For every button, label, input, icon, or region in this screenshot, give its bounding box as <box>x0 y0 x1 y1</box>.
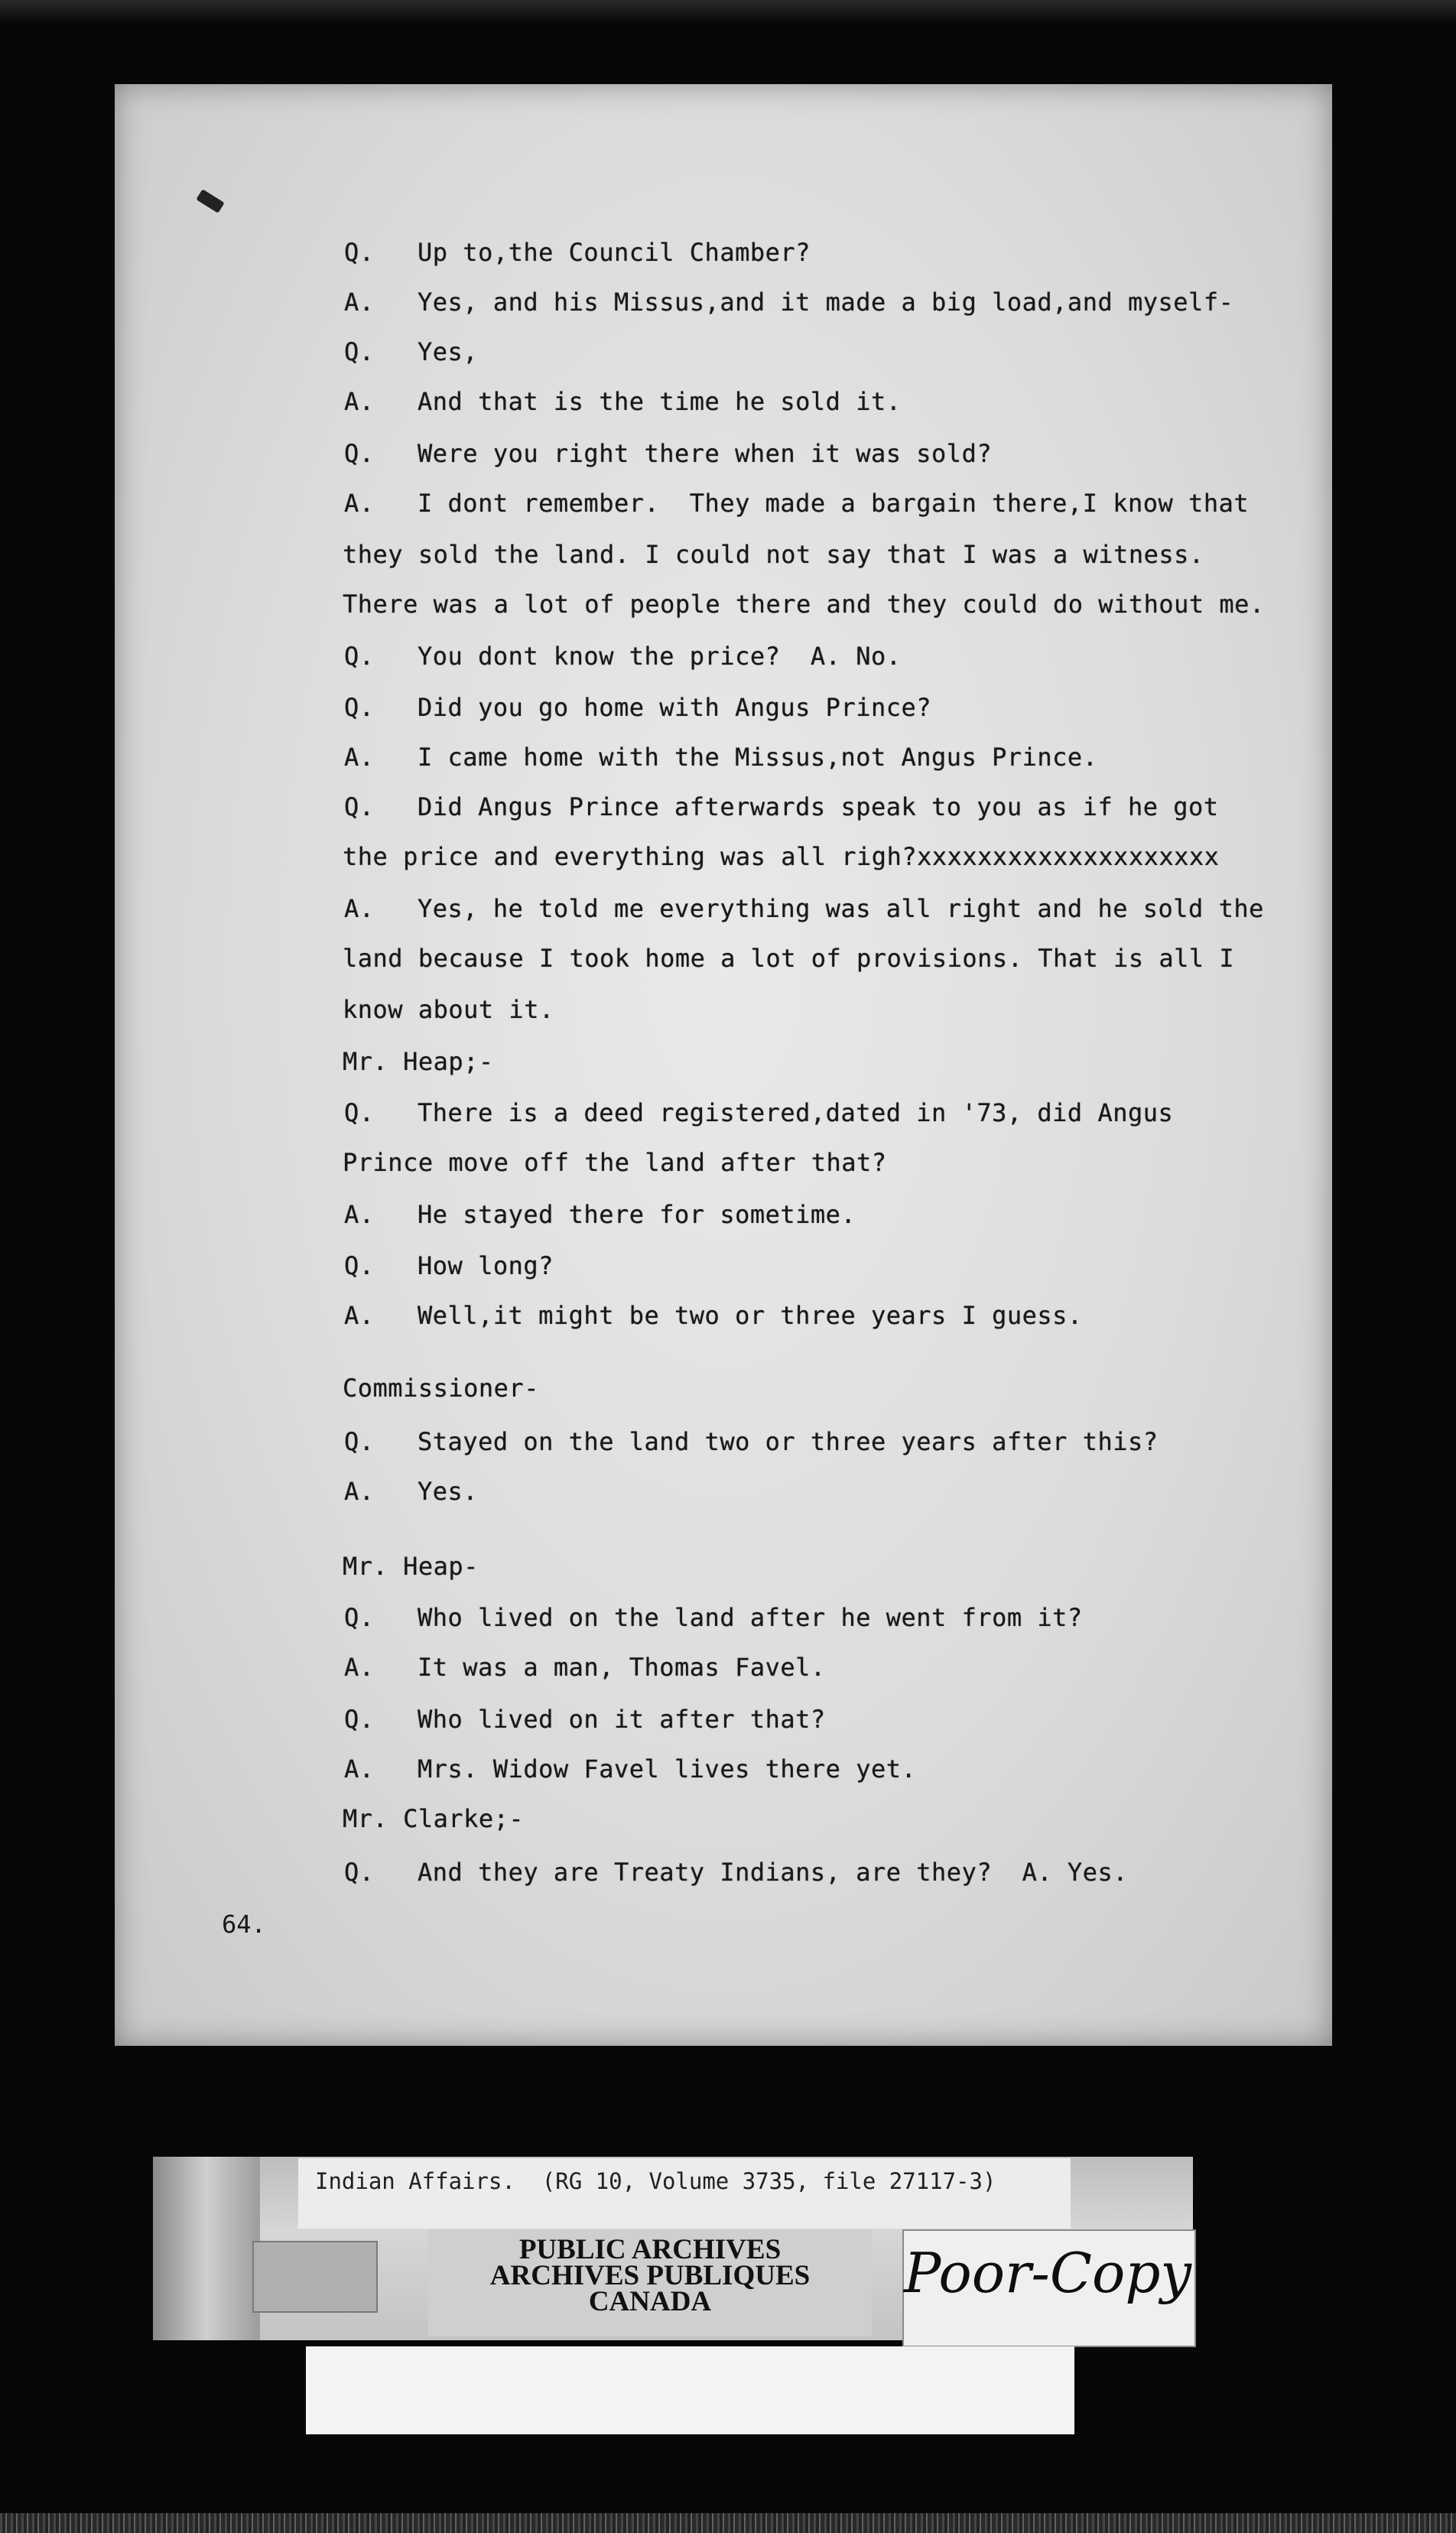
speaker-label: Q. <box>344 792 375 821</box>
line-text: Stayed on the land two or three years after this? <box>418 1427 1159 1456</box>
speaker-label: A. <box>344 1754 375 1784</box>
speaker-label: Q. <box>344 1858 375 1887</box>
archive-reference: Indian Affairs. (RG 10, Volume 3735, file 27117-3) <box>315 2168 996 2194</box>
line-text: How long? <box>418 1251 554 1280</box>
line-text: I dont remember. They made a bargain there,I know that <box>418 489 1250 518</box>
label-tab <box>252 2241 378 2313</box>
typed-document-page <box>115 84 1332 2046</box>
stamp-line-2: ARCHIVES PUBLIQUES <box>489 2260 811 2291</box>
speaker-label: A. <box>344 1653 375 1682</box>
line-text: Who lived on the land after he went from it? <box>418 1603 1083 1632</box>
line-text: Did you go home with Angus Prince? <box>418 693 932 722</box>
poor-copy-note: Poor-Copy <box>903 2241 1192 2305</box>
line-text: Prince move off the land after that? <box>343 1148 887 1177</box>
stamp-line-3: CANADA <box>588 2286 712 2317</box>
line-text: Mr. Heap;- <box>343 1047 494 1076</box>
line-text: Yes, and his Missus,and it made a big load,and myself- <box>418 288 1234 317</box>
speaker-label: A. <box>344 288 375 317</box>
line-text: Mr. Clarke;- <box>343 1804 525 1833</box>
line-text: Did Angus Prince afterwards speak to you as if he got <box>418 792 1219 821</box>
speaker-label: A. <box>344 1301 375 1330</box>
speaker-label: Q. <box>344 1098 375 1127</box>
line-text: And they are Treaty Indians, are they? A. Yes. <box>418 1858 1128 1887</box>
line-text: Yes, <box>418 337 479 366</box>
page-scuff-mark <box>196 189 224 213</box>
line-text: Up to,the Council Chamber? <box>418 238 811 267</box>
speaker-label: Q. <box>344 1603 375 1632</box>
speaker-label: Q. <box>344 1705 375 1734</box>
line-text: It was a man, Thomas Favel. <box>418 1653 826 1682</box>
line-text: Yes. <box>418 1477 479 1506</box>
speaker-label: Q. <box>344 238 375 267</box>
archive-stamp <box>428 2234 872 2317</box>
speaker-label: A. <box>344 489 375 518</box>
speaker-label: A. <box>344 1200 375 1229</box>
stamp-line-1: PUBLIC ARCHIVES <box>518 2234 782 2265</box>
line-text: Well,it might be two or three years I guess. <box>418 1301 1083 1330</box>
line-text: Yes, he told me everything was all right and he sold the <box>418 894 1264 923</box>
speaker-label: Q. <box>344 337 375 366</box>
line-text: the price and everything was all righ?xxxxxxxxxxxxxxxxxxxx <box>343 842 1220 871</box>
speaker-label: Q. <box>344 439 375 468</box>
line-text: Mrs. Widow Favel lives there yet. <box>418 1754 917 1784</box>
page-number: 64. <box>222 1910 266 1939</box>
speaker-label: A. <box>344 743 375 772</box>
line-text: And that is the time he sold it. <box>418 387 902 416</box>
line-text: Mr. Heap- <box>343 1552 479 1581</box>
speaker-label: A. <box>344 1477 375 1506</box>
line-text: land because I took home a lot of provisions. That is all I <box>343 944 1235 973</box>
line-text: they sold the land. I could not say that I was a witness. <box>343 540 1204 569</box>
scan-bottom-edge <box>0 2513 1456 2533</box>
line-text: There is a deed registered,dated in '73, did Angus <box>418 1098 1174 1127</box>
line-text: He stayed there for sometime. <box>418 1200 856 1229</box>
label-strip-left-edge <box>153 2157 260 2340</box>
speaker-label: Q. <box>344 693 375 722</box>
speaker-label: Q. <box>344 1427 375 1456</box>
line-text: Were you right there when it was sold? <box>418 439 993 468</box>
line-text: Who lived on it after that? <box>418 1705 826 1734</box>
line-text: You dont know the price? A. No. <box>418 642 902 671</box>
line-text: Commissioner- <box>343 1374 539 1403</box>
line-text: I came home with the Missus,not Angus Prince. <box>418 743 1098 772</box>
speaker-label: A. <box>344 387 375 416</box>
speaker-label: A. <box>344 894 375 923</box>
speaker-label: Q. <box>344 642 375 671</box>
lower-blank-label <box>306 2346 1074 2434</box>
speaker-label: Q. <box>344 1251 375 1280</box>
scan-top-edge <box>0 0 1456 21</box>
line-text: know about it. <box>343 995 554 1024</box>
line-text: There was a lot of people there and they could do without me. <box>343 590 1265 619</box>
